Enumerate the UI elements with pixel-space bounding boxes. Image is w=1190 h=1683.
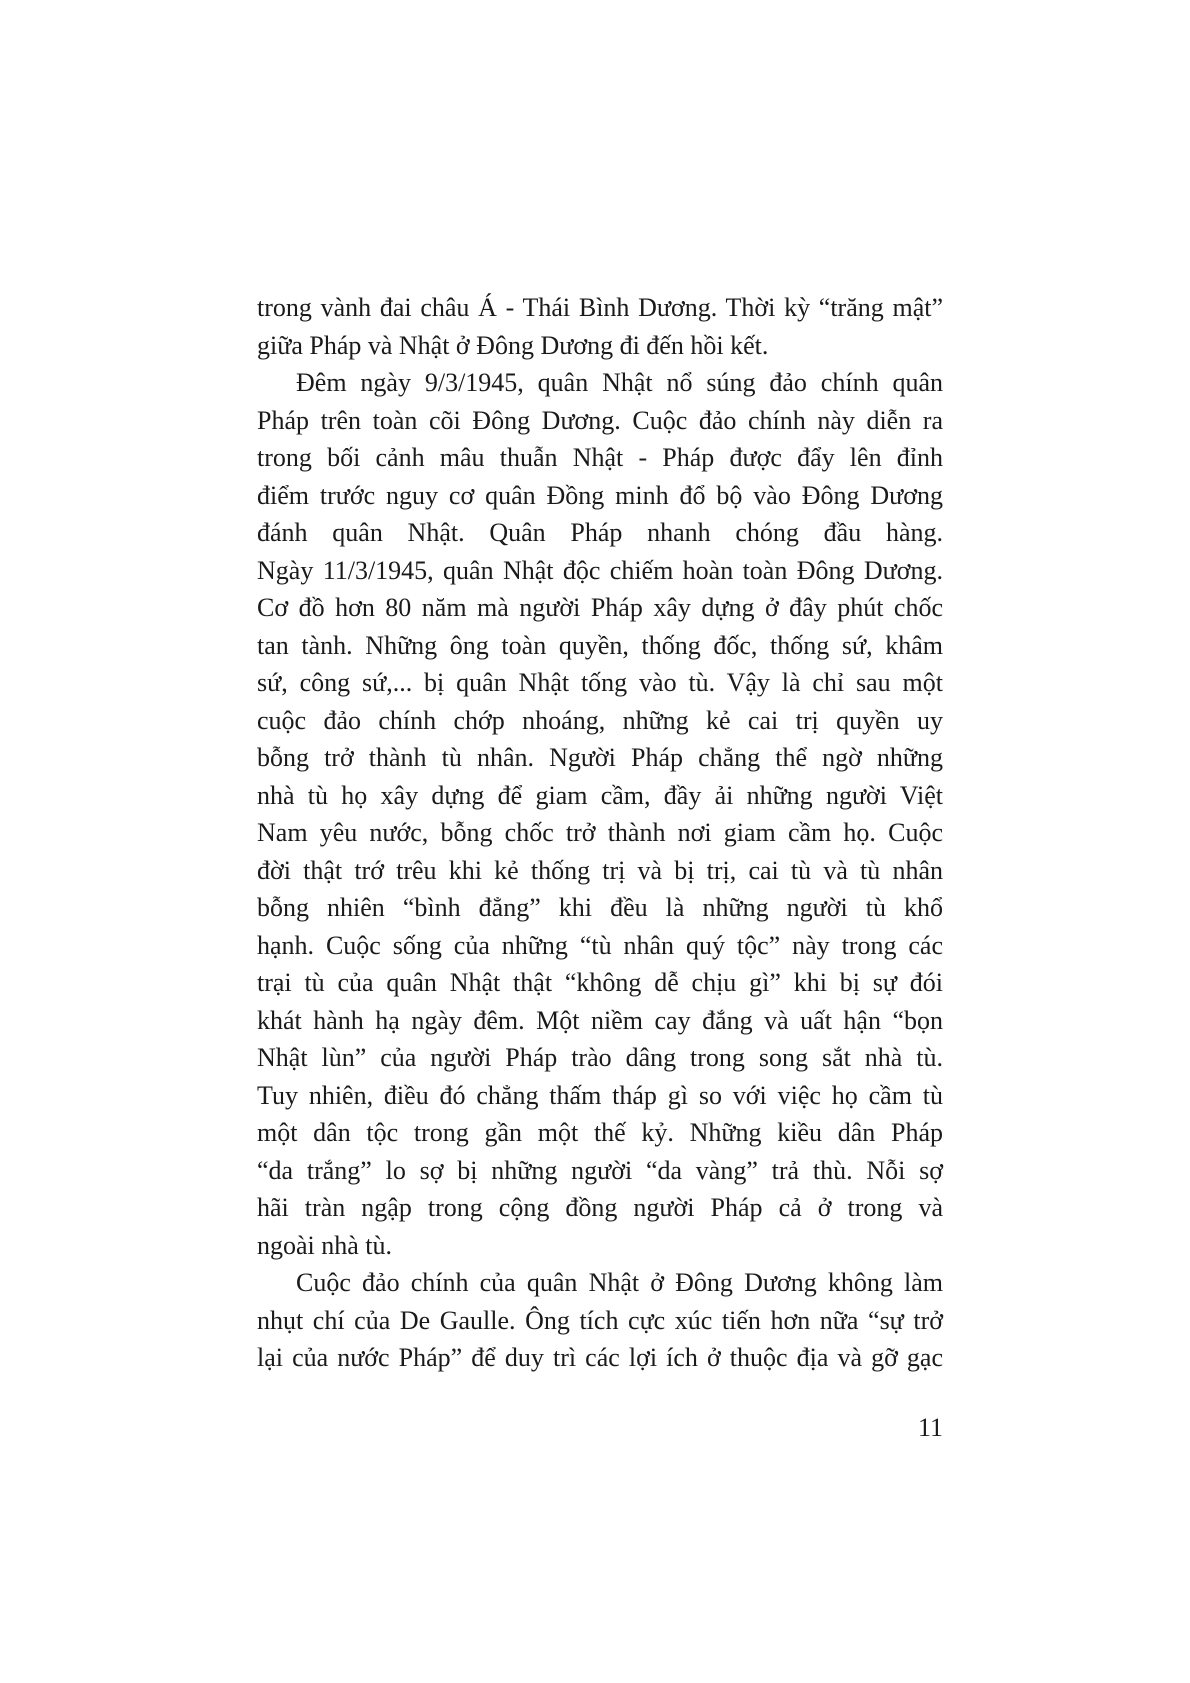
text-line: bỗng nhiên “bình đẳng” khi đều là những người tù khổ	[257, 893, 943, 922]
text-line: đời thật trớ trêu khi kẻ thống trị và bị trị, cai tù và tù nhân	[257, 855, 943, 885]
text-line: khát hành hạ ngày đêm. Một niềm cay đắng và uất hận “bọn	[257, 1005, 943, 1035]
text-line: cuộc đảo chính chớp nhoáng, những kẻ cai trị quyền uy	[257, 705, 943, 735]
text-line: Nam yêu nước, bỗng chốc trở thành nơi giam cầm họ. Cuộc	[257, 818, 943, 847]
text-line: Đêm ngày 9/3/1945, quân Nhật nổ súng đảo chính quân	[296, 368, 943, 397]
text-line: lại của nước Pháp” để duy trì các lợi ích ở thuộc địa và gỡ gạc	[257, 1343, 943, 1372]
text-line: Tuy nhiên, điều đó chẳng thấm tháp gì so với việc họ cầm tù	[257, 1080, 943, 1110]
text-line: một dân tộc trong gần một thế kỷ. Những kiều dân Pháp	[257, 1118, 943, 1147]
text-line: Nhật lùn” của người Pháp trào dâng trong song sắt nhà tù.	[257, 1043, 943, 1072]
text-line: bỗng trở thành tù nhân. Người Pháp chẳng thể ngờ những	[257, 743, 943, 772]
text-line: điểm trước nguy cơ quân Đồng minh đổ bộ vào Đông Dương	[257, 480, 943, 510]
text-line: sứ, công sứ,... bị quân Nhật tống vào tù. Vậy là chỉ sau một	[257, 668, 943, 697]
text-line: Cuộc đảo chính của quân Nhật ở Đông Dương không làm	[296, 1268, 943, 1297]
text-line: hạnh. Cuộc sống của những “tù nhân quý tộc” này trong các	[257, 930, 943, 960]
paragraph-1	[257, 289, 943, 364]
paragraph-2	[257, 364, 943, 1264]
text-line: hãi tràn ngập trong cộng đồng người Pháp cả ở trong và	[257, 1193, 943, 1222]
text-line: Ngày 11/3/1945, quân Nhật độc chiếm hoàn toàn Đông Dương.	[257, 555, 943, 585]
paragraph-3	[257, 1264, 943, 1377]
text-line: đánh quân Nhật. Quân Pháp nhanh chóng đầu hàng.	[257, 518, 943, 547]
text-line: trại tù của quân Nhật thật “không dễ chịu gì” khi bị sự đói	[257, 968, 943, 997]
text-line: ngoài nhà tù.	[257, 1230, 393, 1260]
text-line: “da trắng” lo sợ bị những người “da vàng” trả thù. Nỗi sợ	[257, 1155, 943, 1185]
text-line: trong bối cảnh mâu thuẫn Nhật - Pháp được đẩy lên đỉnh	[257, 443, 943, 472]
body-text	[257, 289, 943, 1377]
page-number: 11	[917, 1413, 943, 1442]
text-line: nhụt chí của De Gaulle. Ông tích cực xúc tiến hơn nữa “sự trở	[257, 1305, 943, 1335]
text-line: Cơ đồ hơn 80 năm mà người Pháp xây dựng ở đây phút chốc	[257, 593, 943, 622]
text-line: tan tành. Những ông toàn quyền, thống đốc, thống sứ, khâm	[257, 630, 943, 660]
text-line: Pháp trên toàn cõi Đông Dương. Cuộc đảo chính này diễn ra	[257, 405, 943, 435]
text-line: giữa Pháp và Nhật ở Đông Dương đi đến hồi kết.	[257, 330, 769, 360]
text-line: nhà tù họ xây dựng để giam cầm, đầy ải những người Việt	[257, 780, 943, 810]
text-line: trong vành đai châu Á - Thái Bình Dương. Thời kỳ “trăng mật”	[257, 293, 943, 322]
